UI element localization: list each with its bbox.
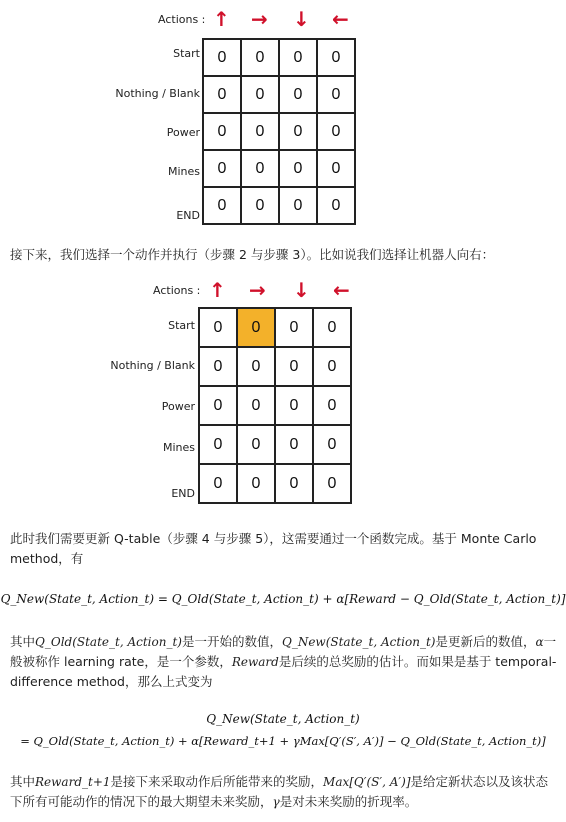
paragraph-reward-explanation [10,772,558,812]
q-cell: 0 [317,187,355,224]
row-label-power: Power [161,400,195,413]
text-run: 是后续的总奖励的估计。而如果是基于 temporal-difference method，那么上式变为 [10,654,557,689]
q-cell: 0 [313,425,351,464]
row-label-start: Start [173,47,200,60]
up-arrow-icon: ↑ [213,7,230,31]
row-label-end: END [171,487,195,500]
table-row [203,76,355,113]
q-cell: 0 [237,425,275,464]
text-run: 一般被称作 learning rate，是一个参数， [10,634,557,669]
q-cell: 0 [275,464,313,503]
math-gamma: γ [272,795,280,809]
q-cell: 0 [279,113,317,150]
right-arrow-icon: → [249,278,266,302]
q-cell: 0 [237,464,275,503]
q-cell: 0 [241,113,279,150]
q-cell: 0 [317,113,355,150]
q-table-grid [198,307,352,504]
q-cell-highlighted: 0 [237,308,275,347]
q-cell: 0 [313,347,351,386]
row-label-power: Power [166,126,200,139]
td-equation-line2: = Q_Old(State_t, Action_t) + α[Reward_t+1 + γMax[Q′(S′, A′)] − Q_Old(State_t, Action_t)] [20,734,546,748]
q-cell: 0 [275,386,313,425]
q-cell: 0 [203,187,241,224]
table-row [203,39,355,76]
math-q-new: Q_New(State_t, Action_t) [281,635,436,649]
actions-label: Actions : [153,284,201,297]
row-label-mines: Mines [162,441,195,454]
q-cell: 0 [279,39,317,76]
q-cell: 0 [203,76,241,113]
q-cell: 0 [279,187,317,224]
math-reward: Reward [231,655,279,669]
paragraph-choose-action: 接下来，我们选择一个动作并执行（步骤 2 与步骤 3）。比如说我们选择让机器人向右： [10,247,495,262]
q-cell: 0 [275,425,313,464]
q-cell: 0 [241,187,279,224]
q-cell: 0 [313,308,351,347]
math-alpha: α [535,635,544,649]
table-row [203,150,355,187]
table-row [199,347,351,386]
q-cell: 0 [241,150,279,187]
math-max-q: Max[Q′(S′, A′)] [323,775,411,789]
text-run: 是接下来采取动作后所能带来的奖励， [110,774,324,789]
q-cell: 0 [241,76,279,113]
actions-label: Actions : [158,13,206,26]
text-run: 是一开始的数值， [181,634,282,649]
q-cell: 0 [317,150,355,187]
q-cell: 0 [199,347,237,386]
text-run: 其中 [10,774,36,789]
math-q-old: Q_Old(State_t, Action_t) [35,635,182,649]
q-cell: 0 [275,347,313,386]
text-run: 其中 [10,634,36,649]
row-label-end: END [176,209,200,222]
q-cell: 0 [317,39,355,76]
row-label-nothing-blank: Nothing / Blank [110,359,195,372]
q-cell: 0 [275,308,313,347]
q-cell: 0 [199,308,237,347]
up-arrow-icon: ↑ [209,278,226,302]
q-cell: 0 [203,113,241,150]
row-label-mines: Mines [167,165,200,178]
q-cell: 0 [279,150,317,187]
q-cell: 0 [241,39,279,76]
row-label-nothing-blank: Nothing / Blank [115,87,200,100]
q-cell: 0 [199,386,237,425]
table-row [199,464,351,503]
row-label-start: Start [168,319,195,332]
q-cell: 0 [237,347,275,386]
q-cell: 0 [279,76,317,113]
q-cell: 0 [203,150,241,187]
q-cell: 0 [313,386,351,425]
q-table-figure-initial [0,0,566,240]
left-arrow-icon: ← [333,278,350,302]
table-row [199,308,351,347]
left-arrow-icon: ← [332,7,349,31]
q-cell: 0 [317,76,355,113]
text-run: 是对未来奖励的折现率。 [279,794,418,809]
table-row [199,386,351,425]
q-table-figure-updated [0,275,566,515]
down-arrow-icon: ↓ [293,7,310,31]
q-table-grid [202,38,356,225]
q-cell: 0 [199,464,237,503]
text-run: 是更新后的数值， [435,634,536,649]
table-row [199,425,351,464]
math-reward-t1: Reward_t+1 [35,775,111,789]
td-equation-line1: Q_New(State_t, Action_t) [206,712,360,726]
monte-carlo-equation: Q_New(State_t, Action_t) = Q_Old(State_t, Action_t) + α[Reward − Q_Old(State_t, Action_t)] [0,592,566,606]
q-cell: 0 [199,425,237,464]
table-row [203,187,355,224]
q-cell: 0 [237,386,275,425]
right-arrow-icon: → [251,7,268,31]
q-cell: 0 [313,464,351,503]
q-cell: 0 [203,39,241,76]
paragraph-explanation [10,632,558,692]
table-row [203,113,355,150]
paragraph-update-q-table: 此时我们需要更新 Q-table（步骤 4 与步骤 5），这需要通过一个函数完成。基于 Monte Carlo method，有 [10,531,537,566]
down-arrow-icon: ↓ [293,278,310,302]
text-run: 是给定新状态以及该状态下所有可能动作的情况下的最大期望未来奖励， [10,774,549,809]
